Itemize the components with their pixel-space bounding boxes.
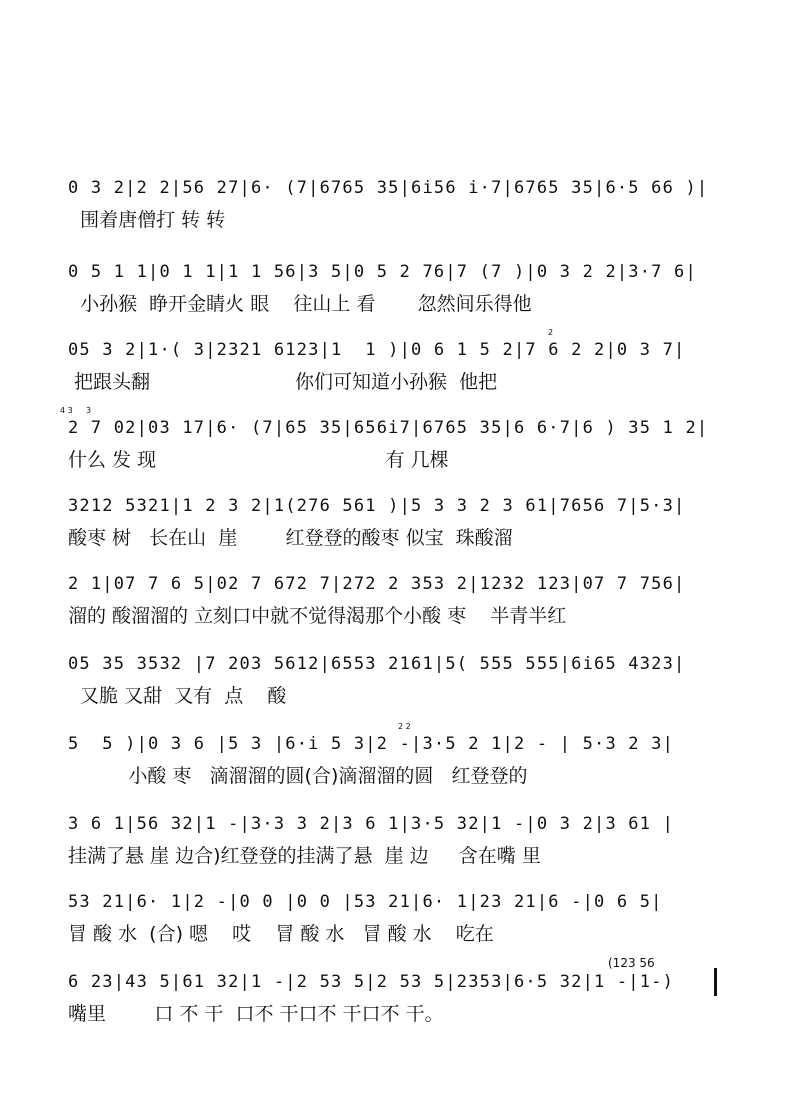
notation-line: 0 5 1 1|0 1 1|1 1 56|3 5|0 5 2 76|7 (7 )|0 3 2 2|3·7 6| [68, 262, 697, 282]
lyric-line: 什么 发 现 有 几棵 [68, 449, 449, 471]
lyric-line: 冒 酸 水 (合) 嗯 哎 冒 酸 水 冒 酸 水 吃在 [68, 923, 494, 945]
grace-note: 4 3 [60, 406, 73, 415]
notation-line: 05 35 3532 |7 203 5612|6553 2161|5( 555 555|6i65 4323| [68, 654, 686, 674]
notation-line: 3212 5321|1 2 3 2|1(276 561 )|5 3 3 2 3 61|7656 7|5·3| [68, 496, 686, 516]
grace-note: (123 56 [608, 956, 655, 970]
grace-note: 2 [548, 328, 554, 337]
lyric-line: 小酸 枣 滴溜溜的圆(合)滴溜溜的圆 红登登的 [68, 765, 528, 787]
notation-line: 5 5 )|0 3 6 |5 3 |6·i 5 3|2 -|3·5 2 1|2 - | 5·3 2 3| [68, 734, 675, 754]
lyric-line: 酸枣 树 长在山 崖 红登登的酸枣 似宝 珠酸溜 [68, 527, 513, 549]
lyric-line: 围着唐僧打 转 转 [68, 209, 226, 231]
grace-note: 3 [86, 406, 92, 415]
notation-line: 6 23|43 5|61 32|1 -|2 53 5|2 53 5|2353|6·5 32|1 -|1-) [68, 972, 675, 992]
notation-line: 0 3 2|2 2|56 27|6· (7|6765 35|6i56 i·7|6765 35|6·5 66 )| [68, 178, 709, 198]
notation-line: 53 21|6· 1|2 -|0 0 |0 0 |53 21|6· 1|23 21|6 -|0 6 5| [68, 892, 663, 912]
lyric-line: 又脆 又甜 又有 点 酸 [68, 685, 287, 707]
lyric-line: 把跟头翻 你们可知道小孙猴 他把 [68, 371, 498, 393]
lyric-line: 挂满了悬 崖 边合)红登登的挂满了悬 崖 边 含在嘴 里 [68, 845, 541, 867]
notation-line: 05 3 2|1·( 3|2321 6123|1 1 )|0 6 1 5 2|7 6 2 2|0 3 7| [68, 340, 686, 360]
notation-line: 3 6 1|56 32|1 -|3·3 3 2|3 6 1|3·5 32|1 -|0 3 2|3 61 | [68, 814, 675, 834]
final-barline [714, 968, 717, 996]
grace-note: 2 2 [398, 722, 411, 731]
notation-line: 2 1|07 7 6 5|02 7 672 7|272 2 353 2|1232 123|07 7 756| [68, 574, 686, 594]
lyric-line: 小孙猴 睁开金睛火 眼 往山上 看 忽然间乐得他 [68, 293, 532, 315]
notation-line: 2 7 02|03 17|6· (7|65 35|656i7|6765 35|6 6·7|6 ) 35 1 2| [68, 418, 709, 438]
lyric-line: 溜的 酸溜溜的 立刻口中就不觉得渴那个小酸 枣 半青半红 [68, 605, 567, 627]
lyric-line: 嘴里 口 不 干 口不 干口不 干口不 干。 [68, 1003, 444, 1025]
